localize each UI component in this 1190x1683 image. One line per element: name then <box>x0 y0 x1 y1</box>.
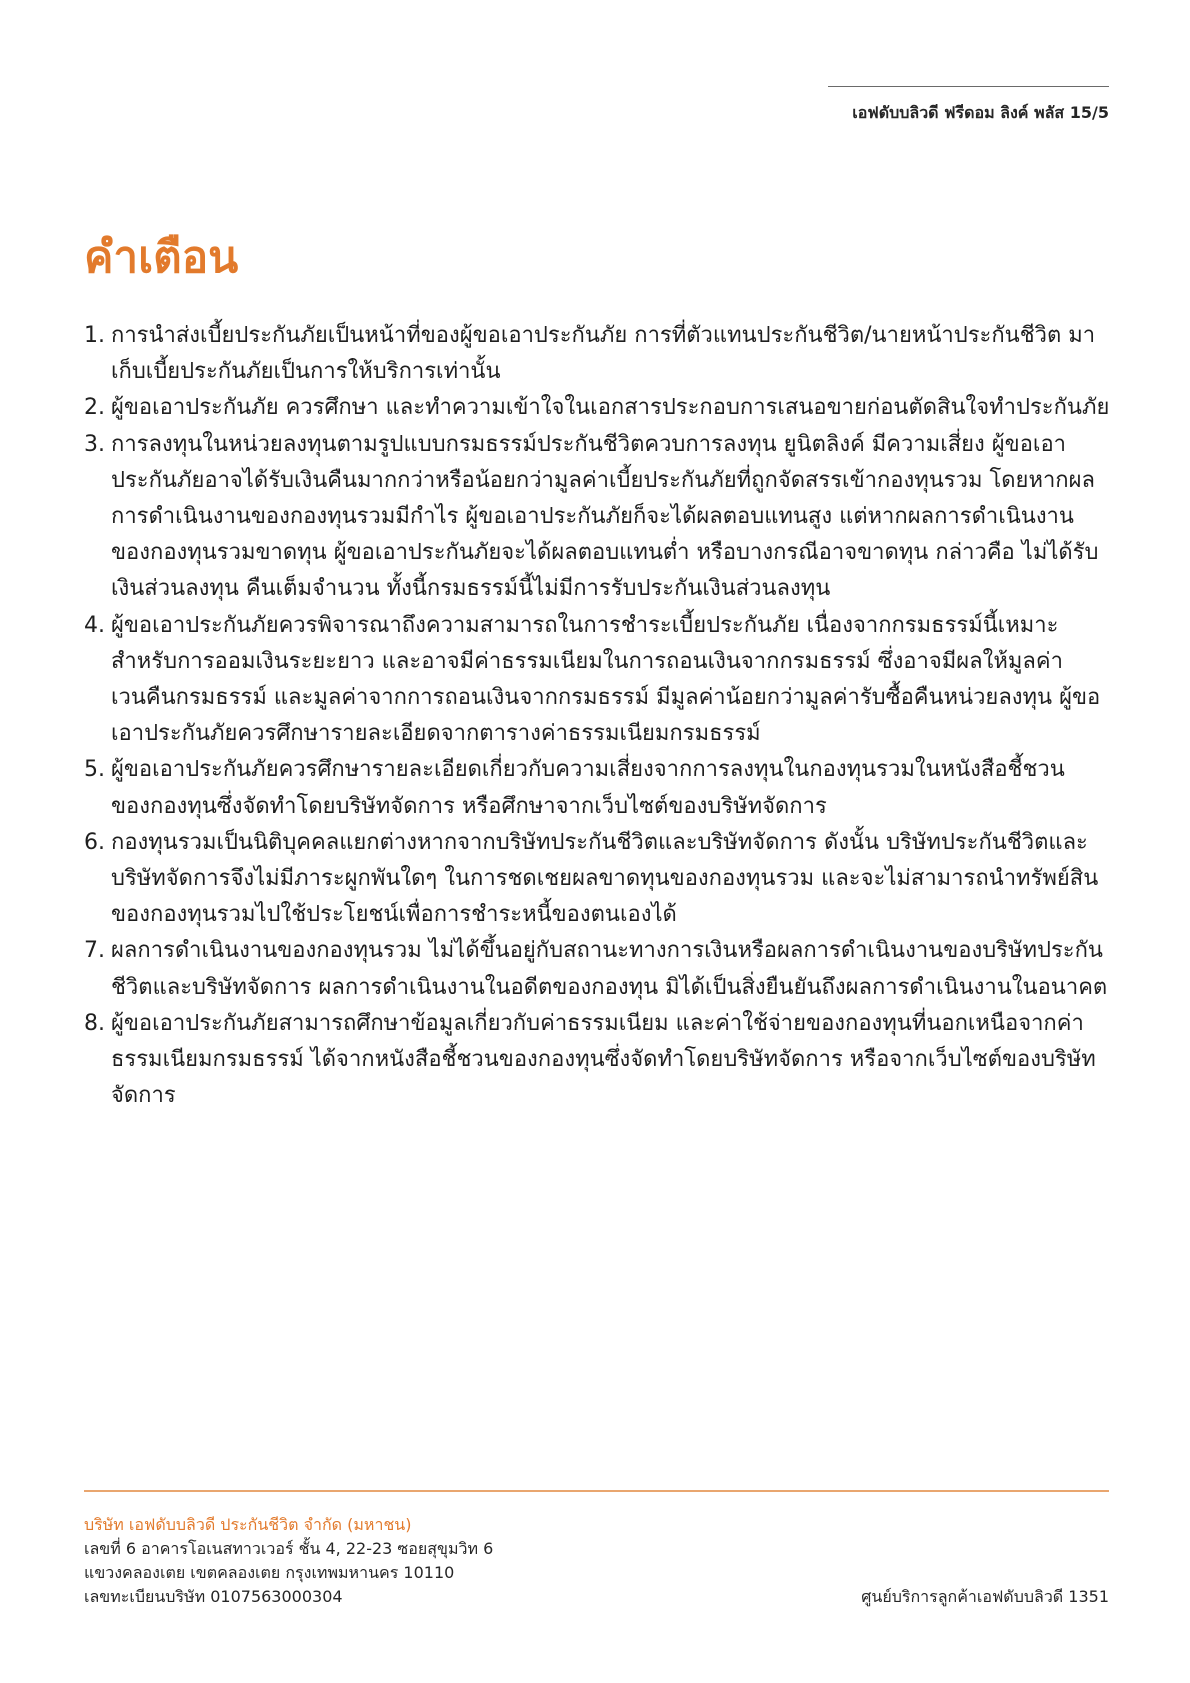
list-item-text: ผู้ขอเอาประกันภัยควรศึกษารายละเอียดเกี่ยวกับความเสี่ยงจากการลงทุนในกองทุนรวมในหนังสือชี้ชวน ของกองทุนซึ่งจัดทำโดยบริษัทจัดการ หรือศึกษาจากเว็บไซต์ของบริษัทจัดการ <box>111 757 1065 819</box>
footer-company-info <box>84 1513 493 1609</box>
header-rule <box>828 86 1109 87</box>
list-item-number: 4. <box>84 612 105 638</box>
warning-list <box>84 318 1113 1114</box>
list-item <box>84 427 1113 608</box>
list-item-number: 3. <box>84 431 105 457</box>
address-line-1: เลขที่ 6 อาคารโอเนสทาวเวอร์ ชั้น 4, 22-23 ซอยสุขุมวิท 6 <box>84 1539 494 1558</box>
list-item-text: การลงทุนในหน่วยลงทุนตามรูปแบบกรมธรรม์ประกันชีวิตควบการลงทุน ยูนิตลิงค์ มีความเสี่ยง ผู้ขอเอาประกันภัยอาจได้รับเงินคืนมากกว่าหรือน้อยกว่ามูลค่าเบี้ยประกันภัยที่ถูกจัดสรรเข้ากองทุนรวม โดยหากผลการดำเนินงานของกองทุนรวมมีกำไร ผู้ขอเอาประกันภัยก็จะได้ผลตอบแทนสูง แต่หากผลการดำเนินงานของกองทุนรวมขาดทุน ผู้ขอเอาประกันภัยจะได้ผลตอบแทนต่ำ หรือบางกรณีอาจขาดทุน กล่าวคือ ไม่ได้รับเงินส่วนลงทุน คืนเต็มจำนวน ทั้งนี้กรมธรรม์นี้ไม่มีการรับประกันเงินส่วนลงทุน <box>111 431 1099 602</box>
list-item-number: 8. <box>84 1010 105 1036</box>
list-item <box>84 825 1113 934</box>
address-line-2: แขวงคลองเตย เขตคลองเตย กรุงเทพมหานคร 10110 <box>84 1563 455 1582</box>
footer-rule <box>84 1490 1109 1492</box>
list-item <box>84 752 1113 824</box>
list-item-text: ผลการดำเนินงานของกองทุนรวม ไม่ได้ขึ้นอยู่กับสถานะทางการเงินหรือผลการดำเนินงานของบริษัทประกันชีวิตและบริษัทจัดการ ผลการดำเนินงานในอดีตของกองทุน มิได้เป็นสิ่งยืนยันถึงผลการดำเนินงานในอนาคต <box>111 938 1108 1000</box>
product-name-header: เอฟดับบลิวดี ฟรีดอม ลิงค์ พลัส 15/5 <box>852 103 1109 122</box>
list-item <box>84 933 1113 1005</box>
list-item-number: 5. <box>84 757 105 783</box>
list-item-text: การนำส่งเบี้ยประกันภัยเป็นหน้าที่ของผู้ขอเอาประกันภัย การที่ตัวแทนประกันชีวิต/นายหน้าประกันชีวิต มาเก็บเบี้ยประกันภัยเป็นการให้บริการเท่านั้น <box>111 323 1096 385</box>
company-name: บริษัท เอฟดับบลิวดี ประกันชีวิต จำกัด (มหาชน) <box>84 1515 412 1534</box>
list-item-text: ผู้ขอเอาประกันภัย ควรศึกษา และทำความเข้าใจในเอกสารประกอบการเสนอขายก่อนตัดสินใจทำประกันภัย <box>111 395 1110 421</box>
registration-number: เลขทะเบียนบริษัท 0107563000304 <box>84 1587 343 1606</box>
list-item <box>84 390 1113 426</box>
list-item <box>84 1006 1113 1115</box>
list-item <box>84 318 1113 390</box>
customer-service-center: ศูนย์บริการลูกค้าเอฟดับบลิวดี 1351 <box>861 1587 1109 1606</box>
list-item <box>84 608 1113 753</box>
list-item-text: ผู้ขอเอาประกันภัยควรพิจารณาถึงความสามารถในการชำระเบี้ยประกันภัย เนื่องจากกรมธรรม์นี้เหมาะสำหรับการออมเงินระยะยาว และอาจมีค่าธรรมเนียมในการถอนเงินจากกรมธรรม์ ซึ่งอาจมีผลให้มูลค่าเวนคืนกรมธรรม์ และมูลค่าจากการถอนเงินจากกรมธรรม์ มีมูลค่าน้อยกว่ามูลค่ารับซื้อคืนหน่วยลงทุน ผู้ขอเอาประกันภัยควรศึกษารายละเอียดจากตารางค่าธรรมเนียมกรมธรรม์ <box>111 612 1101 747</box>
list-item-number: 1. <box>84 323 105 348</box>
list-item-text: ผู้ขอเอาประกันภัยสามารถศึกษาข้อมูลเกี่ยวกับค่าธรรมเนียม และค่าใช้จ่ายของกองทุนที่นอกเหนือจากค่าธรรมเนียมกรมธรรม์ ได้จากหนังสือชี้ชวนของกองทุนซึ่งจัดทำโดยบริษัทจัดการ หรือจากเว็บไซต์ของบริษัทจัดการ <box>111 1010 1096 1109</box>
list-item-number: 6. <box>84 829 105 855</box>
list-item-number: 7. <box>84 938 105 964</box>
page-title: คำเตือน <box>84 232 239 283</box>
list-item-number: 2. <box>84 395 105 421</box>
list-item-text: กองทุนรวมเป็นนิติบุคคลแยกต่างหากจากบริษัทประกันชีวิตและบริษัทจัดการ ดังนั้น บริษัทประกันชีวิตและบริษัทจัดการจึงไม่มีภาระผูกพันใดๆ ในการชดเชยผลขาดทุนของกองทุนรวม และจะไม่สามารถนำทรัพย์สินของกองทุนรวมไปใช้ประโยชน์เพื่อการชำระหนี้ของตนเองได้ <box>111 829 1099 928</box>
